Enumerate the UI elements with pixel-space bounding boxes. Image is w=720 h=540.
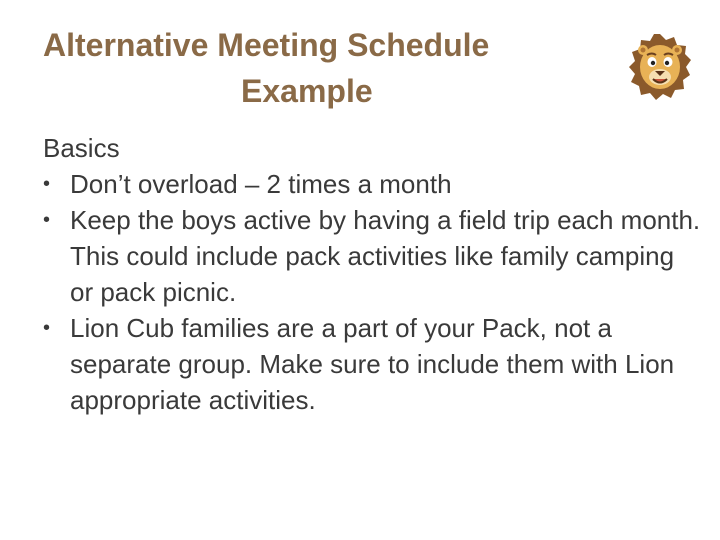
bullet-text: Don’t overload – 2 times a month — [70, 169, 452, 199]
bullet-dot: • — [43, 317, 51, 339]
bullet-item — [43, 202, 703, 310]
bullet-text: Keep the boys active by having a field trip each month. This could include pack activities like family camping or pack picnic. — [70, 205, 701, 307]
slide-body — [43, 130, 703, 418]
title-line-1: Alternative Meeting Schedule — [43, 27, 490, 63]
bullet-item — [43, 166, 703, 202]
bullet-dot: • — [43, 209, 51, 231]
title-line-2: Example — [241, 73, 373, 109]
lion-mascot-icon — [628, 32, 692, 106]
bullet-item — [43, 310, 703, 418]
bullet-dot: • — [43, 173, 51, 195]
slide-title — [0, 22, 640, 114]
bullet-list — [43, 166, 703, 418]
section-heading: Basics — [43, 133, 120, 163]
bullet-text: Lion Cub families are a part of your Pack, not a separate group. Make sure to include them with Lion appropriate activities. — [70, 313, 675, 415]
